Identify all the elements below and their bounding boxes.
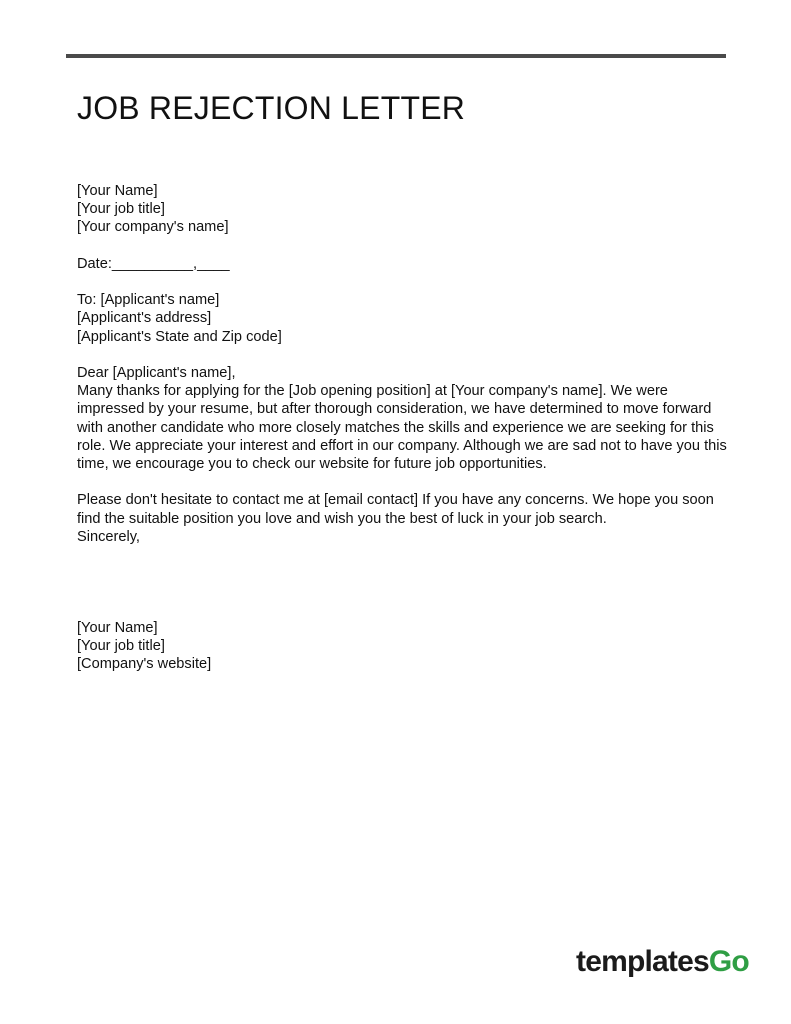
sender-name: [Your Name] <box>77 183 158 199</box>
templatesgo-logo <box>576 942 749 982</box>
logo-text-go: Go <box>708 945 749 978</box>
recipient-block <box>77 291 727 346</box>
document-title: JOB REJECTION LETTER <box>77 90 466 126</box>
signature-name: [Your Name] <box>77 619 158 636</box>
recipient-name: To: [Applicant's name] <box>77 292 220 309</box>
date-block <box>77 255 727 273</box>
body-paragraph-2: Please don't hesitate to contact me at [email contact] If you have any concerns. We hope you soon find the suitable position you love and wish you the best of luck in your job search. <box>77 492 714 527</box>
signature-block <box>77 619 727 674</box>
sender-block <box>77 182 727 237</box>
sender-company: [Your company's name] <box>77 219 229 236</box>
date-line: Date:__________,____ <box>77 255 230 272</box>
signature-job-title: [Your job title] <box>77 638 165 654</box>
message-block <box>77 364 727 473</box>
letter-body <box>77 182 727 673</box>
logo-text-templates: templates <box>576 945 709 978</box>
recipient-address: [Applicant's address] <box>77 310 212 327</box>
body-paragraph-1: Many thanks for applying for the [Job opening position] at [Your company's name]. We were impressed by your resume, but after thorough consideration, we have determined to move forward with another candidate who more closely matches the skills and experience we are seeking for this role. We appreciate your interest and effort in our company. Although we are sad not to have you this time, we encourage you to check our website for future job opportunities. <box>77 383 727 472</box>
recipient-state-zip: [Applicant's State and Zip code] <box>77 328 282 345</box>
top-divider <box>66 54 726 58</box>
sender-job-title: [Your job title] <box>77 201 165 218</box>
closing-block <box>77 491 727 546</box>
salutation: Dear [Applicant's name], <box>77 364 236 381</box>
signature-website: [Company's website] <box>77 656 212 673</box>
closing: Sincerely, <box>77 528 140 545</box>
